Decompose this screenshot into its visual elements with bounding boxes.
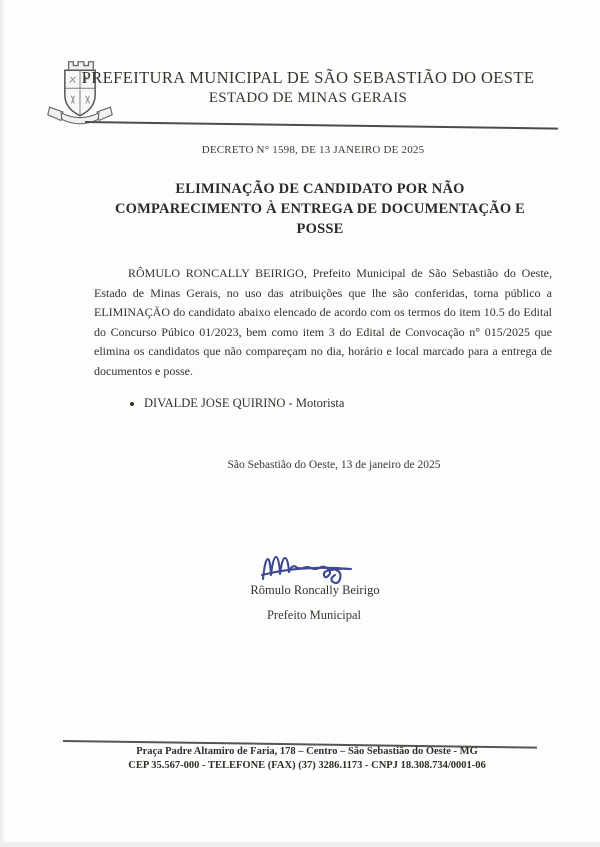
scan-edge-bottom [0,842,600,847]
footer-address-block [7,745,600,772]
list-item: • DIVALDE JOSE QUIRINO - Motorista [144,395,344,412]
footer-contact-line: CEP 35.567-000 - TELEFONE (FAX) (37) 3286.1173 - CNPJ 18.308.734/0001-06 [128,759,486,771]
footer-address-line: Praça Padre Altamiro de Faria, 178 – Centro – São Sebastião do Oeste - MG [136,746,478,757]
letterhead [60,68,556,107]
signer-title: Prefeito Municipal [266,608,362,622]
document-title-line: POSSE [296,221,344,237]
scan-edge-left [0,0,5,847]
document-title-line: ELIMINAÇÃO DE CANDIDATO POR NÃO [175,181,465,197]
place-date-line: São Sebastião do Oeste, 13 de janeiro de 2025 [227,459,441,471]
signer-name: Rômulo Roncally Beirigo [250,583,380,597]
document-title-line: COMPARECIMENTO À ENTREGA DE DOCUMENTAÇÃO E [115,201,525,217]
eliminated-candidate-list [128,395,344,412]
decree-number-heading: DECRETO N° 1598, DE 13 JANEIRO DE 2025 [201,144,425,156]
document-title [85,179,555,239]
header-divider [85,121,558,130]
org-name: PREFEITURA MUNICIPAL DE SÃO SEBASTIÃO DO OESTE [81,68,535,87]
org-state: ESTADO DE MINAS GERAIS [208,90,408,106]
decree-body-paragraph: RÔMULO RONCALLY BEIRIGO, Prefeito Municipal de São Sebastião do Oeste, Estado de Minas Gerais, no uso das atribuições que lhe são conferidas, torna público a ELIMINAÇÃO do candidato abaixo elencado de acordo com os termos do item 10.5 do Edital do Concurso Púbico 01/2023, bem como item 3 do Edital de Convocação n° 015/2025 que elimina os candidatos que não compareçam no dia, horário e local marcado para a entrega de documentos e posse. [94,266,552,378]
